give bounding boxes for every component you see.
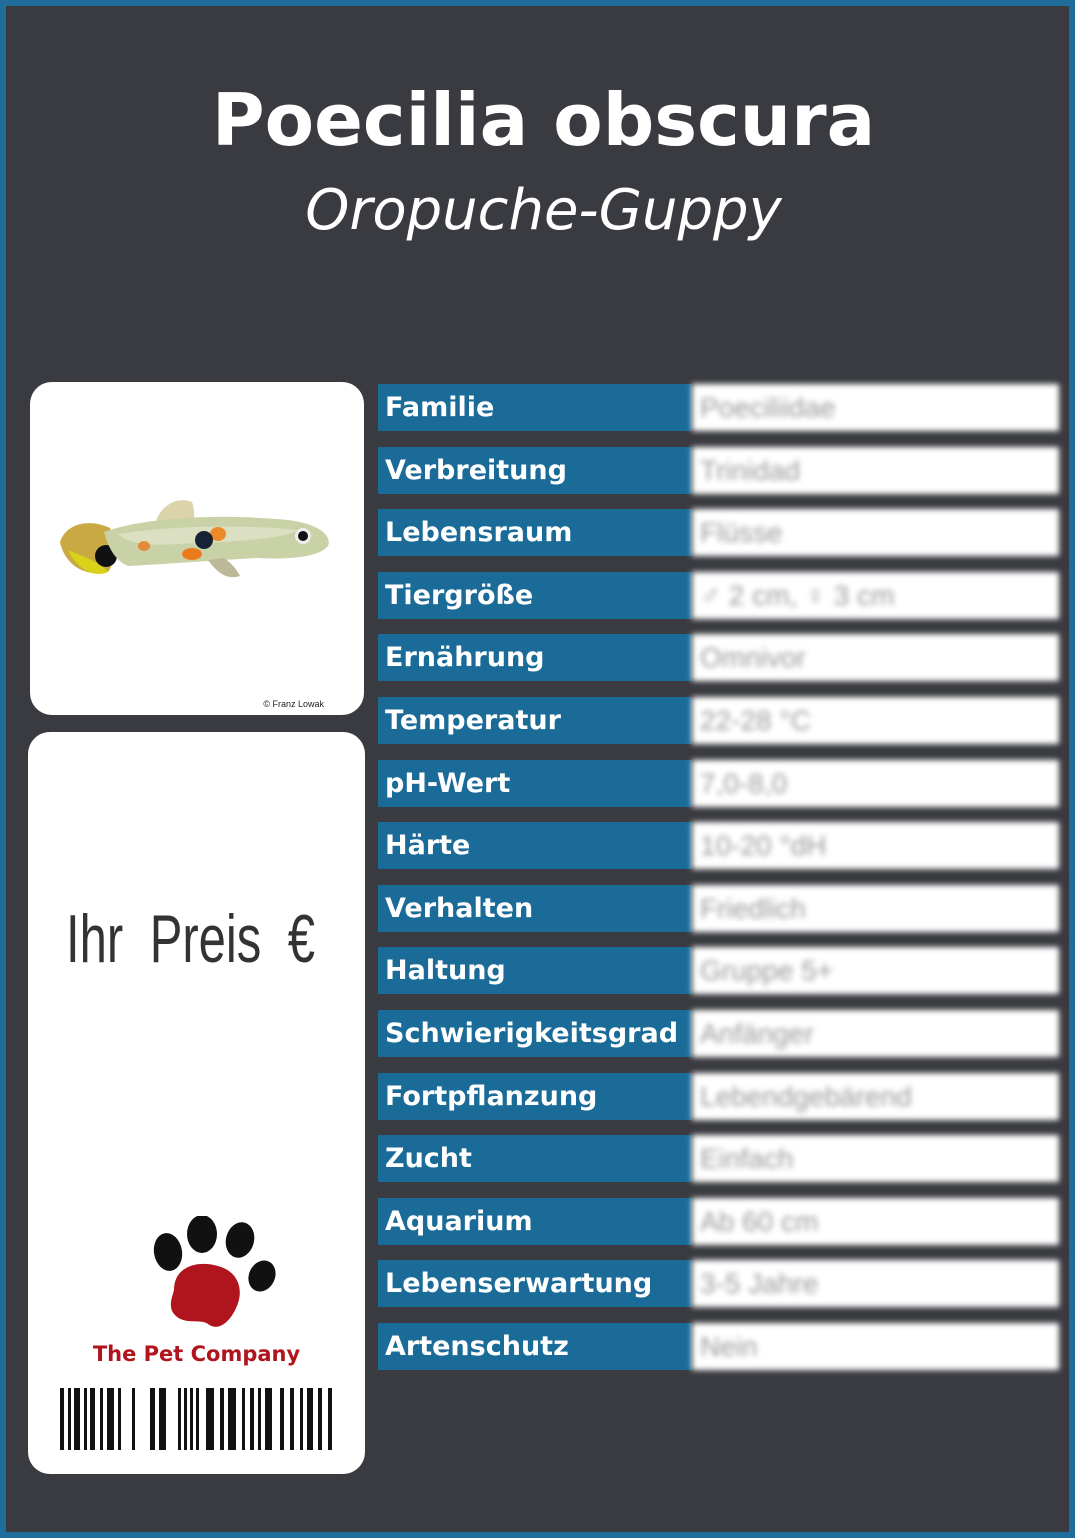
fact-row: [378, 572, 1059, 619]
brand-name: The Pet Company: [92, 1342, 301, 1366]
fact-row: [378, 1135, 1059, 1182]
fact-label: Artenschutz: [378, 1323, 692, 1370]
fact-label: Härte: [378, 822, 692, 869]
fact-label: Aquarium: [378, 1198, 692, 1245]
fact-row: [378, 1198, 1059, 1245]
guppy-fish-photo: [58, 494, 334, 586]
photo-card: [30, 382, 364, 715]
barcode: [60, 1388, 338, 1452]
fact-value: Trinidad: [692, 447, 1059, 494]
fact-row: [378, 1073, 1059, 1120]
fact-value: Gruppe 5+: [692, 947, 1059, 994]
fact-value: Flüsse: [692, 509, 1059, 556]
fact-row: [378, 1323, 1059, 1370]
fact-label: Lebensraum: [378, 509, 692, 556]
fact-label: Zucht: [378, 1135, 692, 1182]
fact-value: Ab 60 cm: [692, 1198, 1059, 1245]
fact-label: Temperatur: [378, 697, 692, 744]
fact-row: [378, 384, 1059, 431]
fact-label: pH-Wert: [378, 760, 692, 807]
fact-value: 10-20 °dH: [692, 822, 1059, 869]
fact-value: Lebendgebärend: [692, 1073, 1059, 1120]
fact-value: Friedlich: [692, 885, 1059, 932]
fact-row: [378, 760, 1059, 807]
paw-logo: [144, 1216, 284, 1340]
fact-row: [378, 697, 1059, 744]
price-card: [28, 732, 365, 1474]
fact-row: [378, 947, 1059, 994]
fact-label: Verhalten: [378, 885, 692, 932]
fact-row: [378, 822, 1059, 869]
fact-value: Anfänger: [692, 1010, 1059, 1057]
fact-label: Ernährung: [378, 634, 692, 681]
fact-label: Familie: [378, 384, 692, 431]
fact-value: 22-28 °C: [692, 697, 1059, 744]
fact-value: Poeciliidae: [692, 384, 1059, 431]
fact-row: [378, 634, 1059, 681]
fact-row: [378, 1010, 1059, 1057]
fact-value: Omnivor: [692, 634, 1059, 681]
species-title: Poecilia obscura: [211, 78, 876, 162]
fact-label: Verbreitung: [378, 447, 692, 494]
common-name: Oropuche-Guppy: [305, 178, 782, 243]
fact-label: Schwierigkeitsgrad: [378, 1010, 692, 1057]
fact-value: Einfach: [692, 1135, 1059, 1182]
fact-label: Haltung: [378, 947, 692, 994]
fact-value: ♂ 2 cm, ♀ 3 cm: [692, 572, 1059, 619]
fact-row: [378, 885, 1059, 932]
fact-label: Fortpflanzung: [378, 1073, 692, 1120]
photo-credit: © Franz Lowak: [263, 699, 324, 709]
fact-row: [378, 509, 1059, 556]
fact-row: [378, 1260, 1059, 1307]
fact-row: [378, 447, 1059, 494]
fact-value: 3-5 Jahre: [692, 1260, 1059, 1307]
fact-label: Tiergröße: [378, 572, 692, 619]
fact-value: 7,0-8,0: [692, 760, 1059, 807]
fact-label: Lebenserwartung: [378, 1260, 692, 1307]
facts-table: [378, 384, 1059, 1386]
price-label: Ihr Preis €: [66, 901, 316, 977]
fact-value: Nein: [692, 1323, 1059, 1370]
